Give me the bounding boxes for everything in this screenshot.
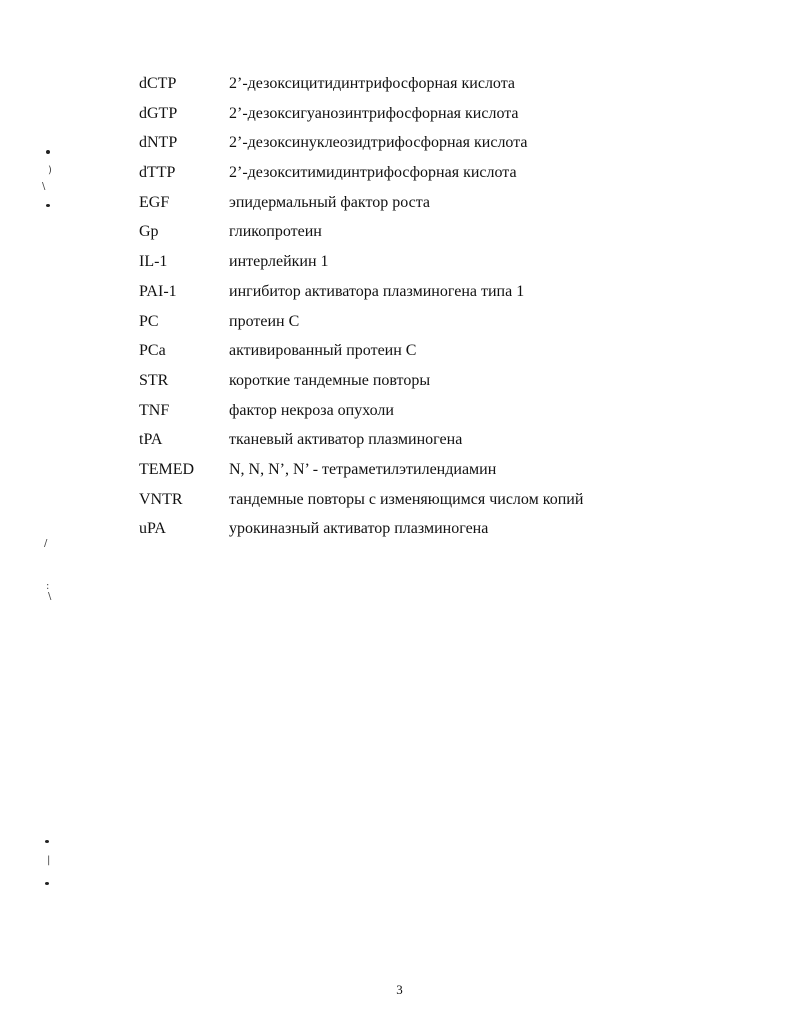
scan-mark: |: [47, 855, 51, 866]
abbreviation-definition: урокиназный активатор плазминогена: [229, 520, 489, 538]
scan-mark: /: [44, 538, 48, 549]
scan-dot: [46, 150, 50, 154]
scan-mark: ): [48, 165, 52, 176]
abbreviation-definition: короткие тандемные повторы: [229, 371, 431, 389]
abbreviation-definition: гликопротеин: [229, 223, 322, 241]
abbreviation-term: uPA: [139, 520, 166, 538]
scan-mark: \: [42, 181, 46, 192]
abbreviation-row: [139, 341, 639, 371]
abbreviation-term: dNTP: [139, 134, 178, 152]
abbreviation-row: [139, 133, 639, 163]
abbreviation-term: tPA: [139, 431, 163, 449]
abbreviation-row: [139, 490, 639, 520]
scan-mark: \: [48, 591, 52, 602]
abbreviation-term: Gp: [139, 223, 159, 241]
abbreviation-row: [139, 282, 639, 312]
abbreviation-definition: протеин С: [229, 312, 300, 330]
abbreviation-row: [139, 460, 639, 490]
abbreviation-definition: тандемные повторы с изменяющимся числом копий: [229, 490, 584, 508]
abbreviation-row: [139, 430, 639, 460]
abbreviation-list: [139, 74, 639, 549]
abbreviation-term: dTTP: [139, 164, 176, 182]
abbreviation-row: [139, 104, 639, 134]
abbreviation-term: PAI-1: [139, 282, 177, 300]
abbreviation-term: dCTP: [139, 75, 177, 92]
abbreviation-definition: N, N, N’, N’ - тетраметилэтилендиамин: [229, 460, 497, 478]
abbreviation-row: [139, 312, 639, 342]
abbreviation-definition: 2’-дезоксигуанозинтрифосфорная кислота: [229, 104, 519, 122]
abbreviation-term: PC: [139, 312, 159, 330]
scan-mark: :: [46, 581, 50, 592]
abbreviation-term: TEMED: [139, 460, 195, 478]
abbreviation-row: [139, 74, 639, 104]
abbreviation-row: [139, 163, 639, 193]
abbreviation-definition: интерлейкин 1: [229, 253, 329, 271]
abbreviation-term: STR: [139, 371, 169, 389]
scan-dot: [45, 882, 49, 885]
abbreviation-definition: фактор некроза опухоли: [229, 401, 394, 419]
abbreviation-term: PCa: [139, 342, 166, 360]
abbreviation-row: [139, 252, 639, 282]
abbreviation-row: [139, 222, 639, 252]
abbreviation-definition: 2’-дезоксинуклеозидтрифосфорная кислота: [229, 134, 528, 152]
scan-dot: [46, 204, 50, 207]
abbreviation-definition: ингибитор активатора плазминогена типа 1: [229, 282, 525, 300]
abbreviation-definition: активированный протеин С: [229, 342, 417, 360]
abbreviation-definition: 2’-дезокситимидинтрифосфорная кислота: [229, 164, 517, 182]
abbreviation-definition: 2’-дезоксицитидинтрифосфорная кислота: [229, 75, 516, 92]
abbreviation-row: [139, 193, 639, 223]
abbreviation-row: [139, 519, 639, 549]
abbreviation-term: EGF: [139, 193, 170, 211]
scan-dot: [45, 840, 49, 843]
abbreviation-term: dGTP: [139, 104, 178, 122]
abbreviation-term: VNTR: [139, 490, 183, 508]
abbreviation-term: IL-1: [139, 253, 168, 271]
abbreviation-row: [139, 371, 639, 401]
abbreviation-term: TNF: [139, 401, 170, 419]
abbreviation-definition: тканевый активатор плазминогена: [229, 431, 463, 449]
page-number: 3: [396, 982, 403, 997]
abbreviation-definition: эпидермальный фактор роста: [229, 193, 431, 211]
abbreviation-row: [139, 401, 639, 431]
